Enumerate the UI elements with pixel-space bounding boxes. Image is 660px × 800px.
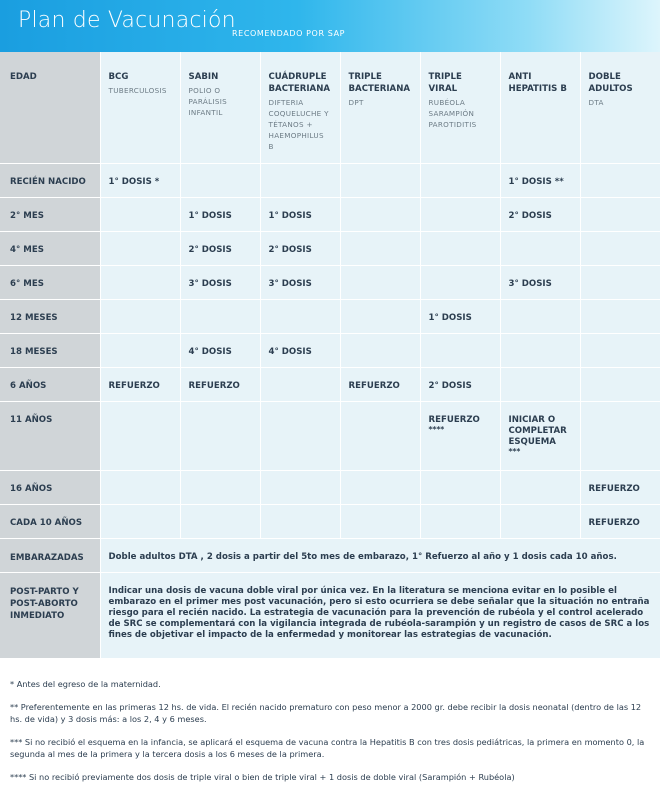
schedule-cell	[260, 367, 340, 401]
note-text: Doble adultos DTA , 2 dosis a partir del 5to mes de embarazo, 1° Refuerzo al año y 1 dosis cada 10 años.	[100, 538, 660, 572]
dose-text: REFUERZO	[588, 483, 640, 494]
dose-text: 1° DOSIS	[268, 210, 312, 221]
dose-text: 3° DOSIS	[188, 278, 232, 289]
dose-text: REFUERZO	[348, 380, 400, 391]
age-label: 4° MES	[0, 231, 100, 265]
age-label: 6 AÑOS	[0, 367, 100, 401]
schedule-cell	[100, 265, 180, 299]
vaccine-description: DPT	[348, 98, 364, 107]
note-text: Indicar una dosis de vacuna doble viral por única vez. En la literatura se menciona evitar en lo posible el embarazo en el primer mes post vacunación, pero si esto ocurriera se debe señalar que la situación no entraña riesgo para el recién nacido. La estrategia de vacunación para la prevención de rubéola y el control acelerado de SRC se complementará con la vigilancia integrada de rubéola-sarampión y un registro de casos de SRC a los fines de objetivar el impacto de la enfermedad y monitorear las estrategias de vacunación.	[100, 572, 660, 658]
dose-text: 4° DOSIS	[268, 346, 312, 357]
age-label: RECIÉN NACIDO	[0, 163, 100, 197]
age-label: 2° MES	[0, 197, 100, 231]
schedule-cell	[500, 197, 580, 231]
schedule-cell	[500, 401, 580, 470]
vaccine-name: BCG	[108, 72, 129, 82]
schedule-cell	[420, 299, 500, 333]
schedule-cell	[180, 265, 260, 299]
column-header-vaccine	[100, 52, 180, 163]
schedule-cell	[500, 265, 580, 299]
table-row	[0, 367, 660, 401]
schedule-cell	[260, 265, 340, 299]
column-header-edad: EDAD	[0, 52, 100, 163]
embarazadas-row	[0, 538, 660, 572]
vaccine-description: RUBÉOLA SARAMPIÓN PAROTIDITIS	[428, 98, 477, 129]
schedule-cell	[580, 299, 660, 333]
schedule-cell	[340, 504, 420, 538]
schedule-cell	[500, 299, 580, 333]
dose-text: INICIAR O COMPLETAR ESQUEMA	[508, 414, 567, 447]
age-label: 11 AÑOS	[0, 401, 100, 470]
dose-text: 3° DOSIS	[268, 278, 312, 289]
schedule-cell	[580, 231, 660, 265]
footnote: * Antes del egreso de la maternidad.	[10, 678, 161, 689]
note-label: POST-PARTO Y POST-ABORTO INMEDIATO	[0, 572, 100, 658]
schedule-cell	[260, 504, 340, 538]
schedule-cell	[260, 299, 340, 333]
dose-text: 2° DOSIS	[188, 244, 232, 255]
footnotes	[0, 659, 660, 784]
schedule-cell	[180, 333, 260, 367]
dose-text: 1° DOSIS	[188, 210, 232, 221]
column-header-vaccine	[260, 52, 340, 163]
dose-text: REFUERZO	[428, 414, 480, 425]
schedule-cell	[100, 504, 180, 538]
schedule-cell	[420, 401, 500, 470]
schedule-cell	[100, 367, 180, 401]
column-header-vaccine	[500, 52, 580, 163]
schedule-cell	[100, 163, 180, 197]
schedule-cell	[100, 470, 180, 504]
schedule-cell	[580, 197, 660, 231]
table-row	[0, 299, 660, 333]
age-label: 12 MESES	[0, 299, 100, 333]
schedule-cell	[420, 367, 500, 401]
schedule-cell	[340, 163, 420, 197]
schedule-cell	[500, 231, 580, 265]
vaccine-name: ANTI HEPATITIS B	[508, 72, 567, 94]
schedule-cell	[420, 197, 500, 231]
vaccine-name: DOBLE ADULTOS	[588, 72, 633, 94]
note-label: EMBARAZADAS	[0, 538, 100, 572]
table-row	[0, 231, 660, 265]
schedule-cell	[180, 299, 260, 333]
column-header-vaccine	[580, 52, 660, 163]
table-row	[0, 197, 660, 231]
footnote: ** Preferentemente en las primeras 12 hs. de vida. El recién nacido prematuro con peso menor a 2000 gr. debe recibir la dosis neonatal (dentro de las 12 hs. de vida) y 3 dosis más: a los 2, 4 y 6 meses.	[10, 702, 642, 724]
schedule-cell	[500, 504, 580, 538]
schedule-cell	[420, 470, 500, 504]
age-label: 6° MES	[0, 265, 100, 299]
vaccine-description: DIFTERIA COQUELUCHE Y TÉTANOS + HAEMOPHILUS B	[268, 98, 329, 151]
age-label: 18 MESES	[0, 333, 100, 367]
dose-text: 4° DOSIS	[188, 346, 232, 357]
column-header-vaccine	[340, 52, 420, 163]
schedule-cell	[340, 470, 420, 504]
vaccine-description: DTA	[588, 98, 604, 107]
schedule-cell	[580, 333, 660, 367]
page-title: Plan de Vacunación	[18, 8, 236, 33]
table-row	[0, 504, 660, 538]
schedule-cell	[580, 163, 660, 197]
schedule-cell	[180, 163, 260, 197]
schedule-cell	[580, 504, 660, 538]
schedule-cell	[580, 470, 660, 504]
dose-text: 1° DOSIS	[428, 312, 472, 323]
vaccination-table	[0, 52, 660, 659]
dose-text: REFUERZO	[588, 517, 640, 528]
schedule-cell	[100, 231, 180, 265]
schedule-cell	[340, 401, 420, 470]
dose-text: 3° DOSIS	[508, 278, 552, 289]
schedule-cell	[100, 401, 180, 470]
age-label: 16 AÑOS	[0, 470, 100, 504]
schedule-cell	[420, 163, 500, 197]
footnote: **** Si no recibió previamente dos dosis de triple viral o bien de triple viral + 1 dosis de doble viral (Sarampión + Rubéola)	[10, 772, 515, 782]
schedule-cell	[420, 231, 500, 265]
schedule-cell	[420, 333, 500, 367]
table-row	[0, 470, 660, 504]
schedule-cell	[260, 197, 340, 231]
vaccine-name: TRIPLE VIRAL	[428, 72, 462, 94]
schedule-cell	[420, 265, 500, 299]
schedule-cell	[180, 197, 260, 231]
schedule-cell	[260, 470, 340, 504]
vaccine-name: CUÁDRUPLE BACTERIANA	[268, 72, 331, 94]
schedule-cell	[500, 367, 580, 401]
schedule-cell	[260, 401, 340, 470]
schedule-cell	[340, 367, 420, 401]
schedule-cell	[100, 299, 180, 333]
dose-text: REFUERZO	[188, 380, 240, 391]
schedule-cell	[580, 265, 660, 299]
table-row	[0, 401, 660, 470]
table-row	[0, 265, 660, 299]
schedule-cell	[100, 333, 180, 367]
dose-text: 2° DOSIS	[268, 244, 312, 255]
age-label: CADA 10 AÑOS	[0, 504, 100, 538]
postparto-row	[0, 572, 660, 658]
schedule-cell	[500, 163, 580, 197]
schedule-cell	[260, 333, 340, 367]
column-header-vaccine	[180, 52, 260, 163]
page-subtitle: RECOMENDADO POR SAP	[232, 29, 346, 38]
dose-text: 1° DOSIS **	[508, 176, 564, 187]
schedule-cell	[100, 197, 180, 231]
table-row	[0, 333, 660, 367]
schedule-cell	[180, 401, 260, 470]
page-header	[0, 0, 660, 52]
schedule-cell	[180, 367, 260, 401]
schedule-cell	[340, 265, 420, 299]
vaccine-description: POLIO O PARÁLISIS INFANTIL	[188, 86, 227, 117]
footnote: *** Si no recibió el esquema en la infancia, se aplicará el esquema de vacuna contra la Hepatitis B con tres dosis pediátricas, la primera en momento 0, la segunda al mes de la primera y la tercera dosis a los 6 meses de la primera.	[10, 737, 645, 759]
footnote-mark: ***	[508, 446, 521, 456]
table-header-row	[0, 52, 660, 163]
schedule-cell	[340, 197, 420, 231]
column-header-vaccine	[420, 52, 500, 163]
dose-text: 2° DOSIS	[428, 380, 472, 391]
schedule-cell	[340, 333, 420, 367]
vaccine-description: TUBERCULOSIS	[108, 86, 167, 95]
schedule-cell	[180, 231, 260, 265]
schedule-cell	[420, 504, 500, 538]
schedule-cell	[340, 299, 420, 333]
schedule-cell	[580, 367, 660, 401]
schedule-cell	[180, 504, 260, 538]
schedule-cell	[340, 231, 420, 265]
schedule-cell	[260, 163, 340, 197]
dose-text: 2° DOSIS	[508, 210, 552, 221]
dose-text: 1° DOSIS *	[108, 176, 160, 187]
vaccine-name: TRIPLE BACTERIANA	[348, 72, 411, 94]
schedule-cell	[500, 333, 580, 367]
footnote-mark: ****	[428, 424, 445, 434]
table-row	[0, 163, 660, 197]
schedule-cell	[580, 401, 660, 470]
schedule-cell	[260, 231, 340, 265]
schedule-cell	[180, 470, 260, 504]
schedule-cell	[500, 470, 580, 504]
dose-text: REFUERZO	[108, 380, 160, 391]
vaccine-name: SABIN	[188, 72, 219, 82]
